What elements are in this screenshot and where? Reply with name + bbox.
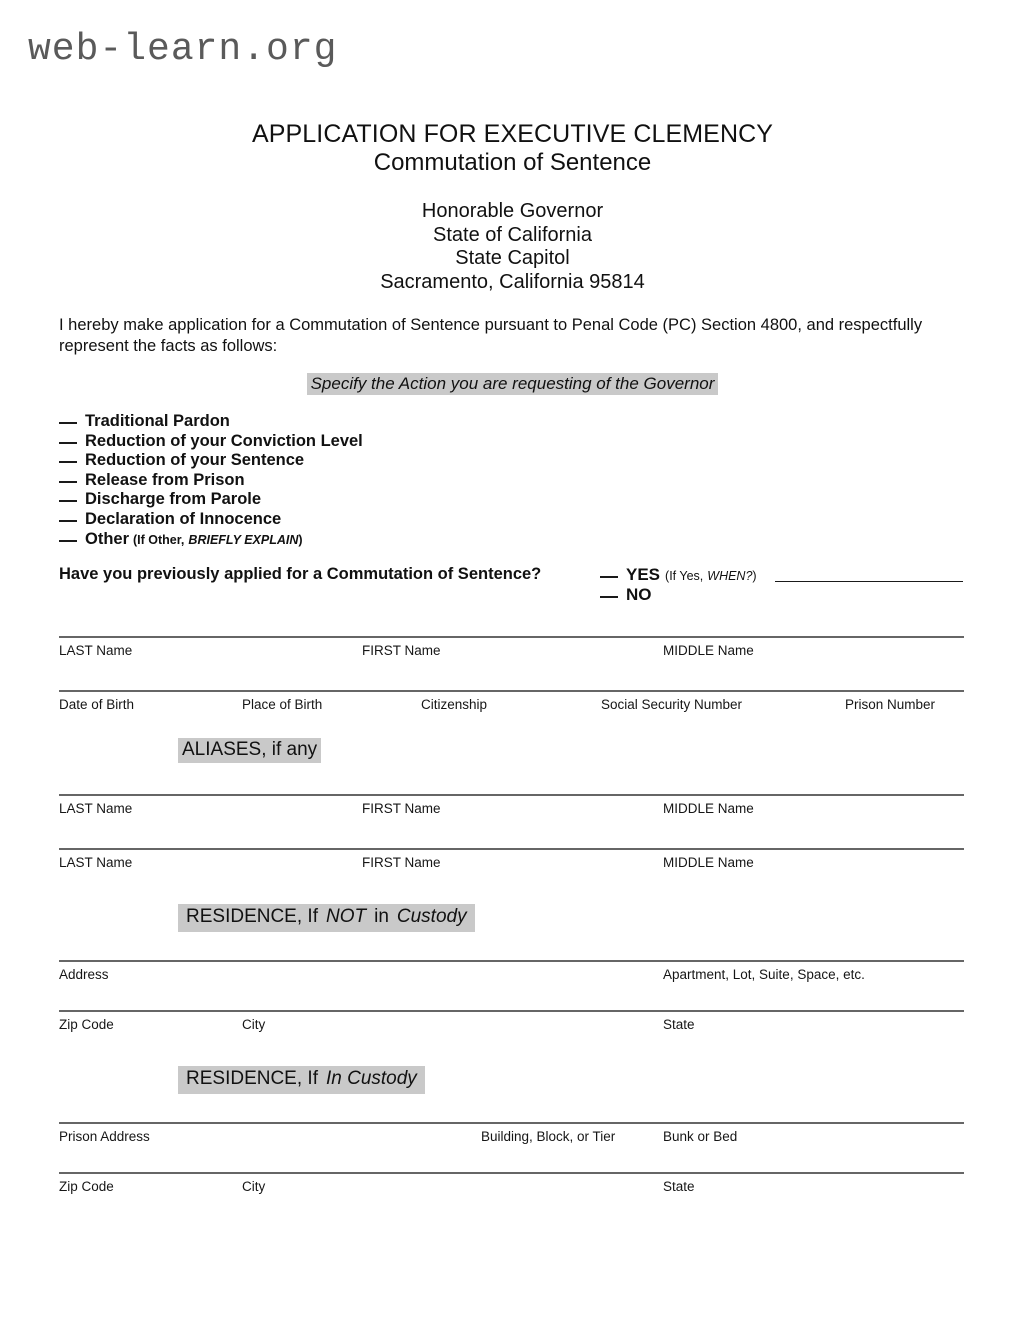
- checkbox-blank-line[interactable]: [59, 540, 77, 542]
- checklist-item-label: Release from Prison: [85, 470, 245, 489]
- field-label-place-of-birth: Place of Birth: [242, 697, 323, 712]
- field-label-city: City: [242, 1017, 266, 1032]
- checklist-item-traditional-pardon[interactable]: [59, 412, 659, 432]
- field-label-zip-code: Zip Code: [59, 1179, 114, 1194]
- site-watermark: web-learn.org: [28, 28, 338, 71]
- yes-label: YES: [626, 565, 661, 584]
- field-label-prison-number: Prison Number: [845, 697, 936, 712]
- alias-name-row-1: [59, 794, 964, 820]
- residence-not-custody-heading: [178, 904, 475, 932]
- residence-heading-pre: RESIDENCE, If: [182, 1067, 322, 1092]
- checklist-other-note-post: ): [298, 532, 303, 547]
- checkbox-blank-line[interactable]: [59, 481, 77, 483]
- document-title-block: [0, 120, 1025, 177]
- checklist-other-note-emphasis: BRIEFLY EXPLAIN: [188, 532, 299, 547]
- specify-action-heading: Specify the Action you are requesting of the Governor: [307, 373, 719, 395]
- residence-heading-emphasis-custody: Custody: [393, 905, 471, 930]
- addressee-line-2: State of California: [433, 223, 592, 246]
- action-checklist: [59, 412, 659, 549]
- checklist-item-reduction-sentence[interactable]: [59, 451, 659, 471]
- previously-applied-no-option[interactable]: [600, 585, 1000, 605]
- checkbox-blank-line[interactable]: [59, 461, 77, 463]
- checklist-item-label: Traditional Pardon: [85, 412, 230, 430]
- checklist-item-label: Declaration of Innocence: [85, 509, 282, 528]
- residence-not-custody-heading-wrap: [178, 904, 475, 932]
- address-row: [59, 960, 964, 986]
- field-label-group: [59, 1012, 964, 1036]
- field-label-last-name: LAST Name: [59, 855, 133, 870]
- checklist-item-declaration-of-innocence[interactable]: [59, 510, 659, 530]
- field-label-apartment: Apartment, Lot, Suite, Space, etc.: [663, 967, 865, 982]
- field-label-last-name: LAST Name: [59, 801, 133, 816]
- field-label-middle-name: MIDDLE Name: [663, 643, 754, 658]
- previously-applied-answer-group: [600, 565, 1000, 605]
- yes-note-emphasis: WHEN?: [707, 569, 753, 583]
- zip-city-state-row: [59, 1010, 964, 1036]
- field-label-state: State: [663, 1179, 695, 1194]
- checklist-item-other[interactable]: [59, 530, 659, 550]
- addressee-line-4: Sacramento, California 95814: [380, 270, 645, 293]
- prison-address-row: [59, 1122, 964, 1148]
- checklist-item-release-from-prison[interactable]: [59, 471, 659, 491]
- checkbox-blank-line[interactable]: [600, 576, 618, 578]
- checklist-item-label: Reduction of your Sentence: [85, 451, 305, 470]
- checklist-item-label: Discharge from Parole: [85, 490, 262, 509]
- field-label-city: City: [242, 1179, 266, 1194]
- previously-applied-yes-option[interactable]: [600, 565, 1000, 585]
- when-applied-write-in-line[interactable]: [775, 581, 963, 582]
- residence-heading-emphasis-not: NOT: [322, 905, 370, 930]
- residence-heading-mid: in: [370, 905, 393, 930]
- no-label: NO: [626, 585, 652, 604]
- residence-in-custody-heading-wrap: [178, 1066, 425, 1094]
- residence-heading-emphasis-in-custody: In Custody: [322, 1067, 421, 1092]
- checkbox-blank-line[interactable]: [59, 500, 77, 502]
- prison-zip-city-state-row: [59, 1172, 964, 1198]
- field-label-prison-address: Prison Address: [59, 1129, 150, 1144]
- field-label-group: [59, 796, 964, 820]
- intro-paragraph: I hereby make application for a Commutation of Sentence pursuant to Penal Code (PC) Section 4800, and respectfully represent the facts as follows:: [59, 316, 923, 355]
- yes-note-post: ): [752, 569, 757, 583]
- field-label-state: State: [663, 1017, 695, 1032]
- checkbox-blank-line[interactable]: [59, 520, 77, 522]
- residence-in-custody-heading: [178, 1066, 425, 1094]
- checkbox-blank-line[interactable]: [59, 442, 77, 444]
- field-label-group: [59, 1124, 964, 1148]
- addressee-line-1: Honorable Governor: [421, 200, 604, 222]
- field-label-social-security: Social Security Number: [601, 697, 743, 712]
- checkbox-blank-line[interactable]: [600, 596, 618, 598]
- field-label-last-name: LAST Name: [59, 643, 133, 658]
- aliases-section-heading: ALIASES, if any: [178, 738, 321, 763]
- field-label-middle-name: MIDDLE Name: [663, 855, 754, 870]
- field-label-middle-name: MIDDLE Name: [663, 801, 754, 816]
- field-label-group: [59, 692, 964, 716]
- field-label-building-block-tier: Building, Block, or Tier: [481, 1129, 616, 1144]
- field-label-first-name: FIRST Name: [362, 643, 441, 658]
- checklist-other-note-pre: (If Other,: [133, 532, 185, 547]
- field-label-citizenship: Citizenship: [421, 697, 488, 712]
- birth-identity-row: [59, 690, 964, 716]
- field-label-group: [59, 962, 964, 986]
- field-label-bunk-or-bed: Bunk or Bed: [663, 1129, 738, 1144]
- field-label-group: [59, 638, 964, 662]
- alias-name-row-2: [59, 848, 964, 874]
- checkbox-blank-line[interactable]: [59, 422, 77, 424]
- checklist-item-label: Reduction of your Conviction Level: [85, 431, 363, 450]
- specify-action-heading-wrap: [0, 373, 1025, 395]
- field-label-first-name: FIRST Name: [362, 801, 441, 816]
- aliases-section-heading-wrap: [178, 738, 321, 763]
- page-title: APPLICATION FOR EXECUTIVE CLEMENCY: [251, 120, 774, 148]
- applicant-name-row: [59, 636, 964, 662]
- field-label-first-name: FIRST Name: [362, 855, 441, 870]
- field-label-group: [59, 850, 964, 874]
- previously-applied-question: Have you previously applied for a Commutation of Sentence?: [59, 565, 542, 583]
- field-label-date-of-birth: Date of Birth: [59, 697, 135, 712]
- checklist-item-discharge-from-parole[interactable]: [59, 490, 659, 510]
- checklist-item-reduction-conviction-level[interactable]: [59, 432, 659, 452]
- page-subtitle: Commutation of Sentence: [373, 149, 652, 176]
- yes-note-pre: (If Yes,: [665, 569, 704, 583]
- field-label-group: [59, 1174, 964, 1198]
- field-label-zip-code: Zip Code: [59, 1017, 114, 1032]
- addressee-block: [0, 200, 1025, 294]
- addressee-line-3: State Capitol: [455, 247, 570, 269]
- checklist-item-label: Other: [85, 529, 130, 548]
- residence-heading-pre: RESIDENCE, If: [182, 905, 322, 930]
- field-label-address: Address: [59, 967, 109, 982]
